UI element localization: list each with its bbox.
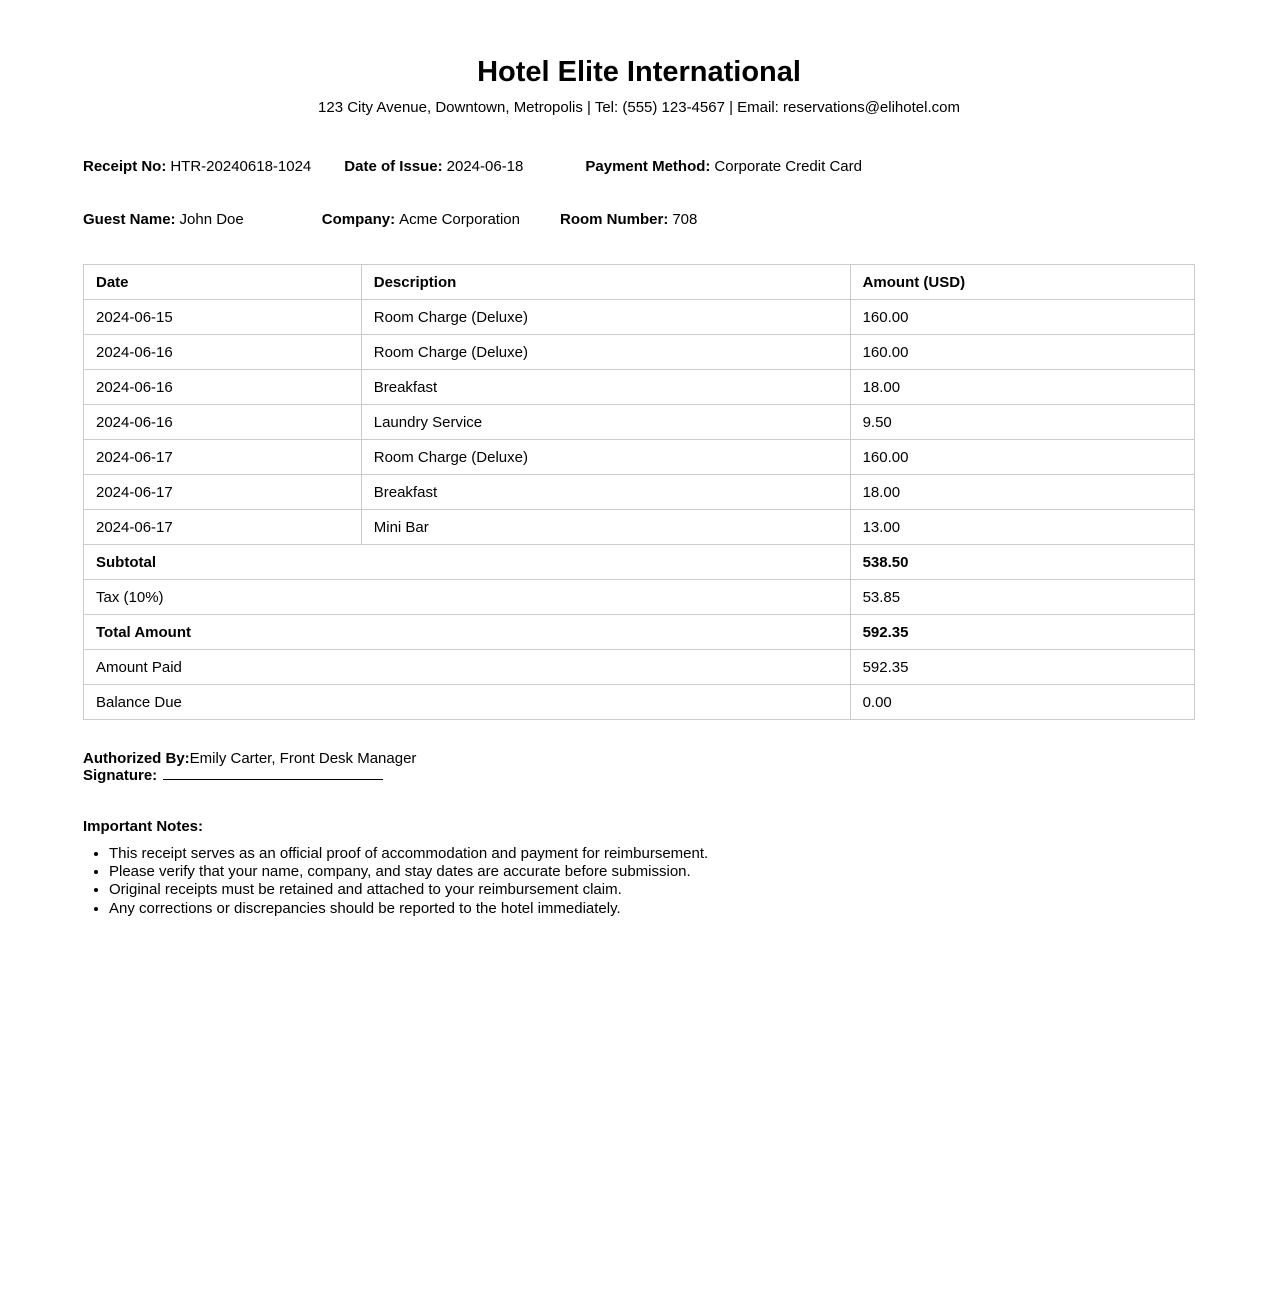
charge-amount-cell: 160.00 xyxy=(850,335,1194,370)
summary-row xyxy=(84,650,1195,685)
summary-label-cell: Total Amount xyxy=(84,615,851,650)
charge-row xyxy=(84,475,1195,510)
guest-name-label: Guest Name: xyxy=(83,211,176,228)
authorization-block xyxy=(83,750,1195,784)
charge-description-cell: Laundry Service xyxy=(361,405,850,440)
company-value: Acme Corporation xyxy=(399,211,520,228)
authorized-by-value: Emily Carter, Front Desk Manager xyxy=(189,750,417,767)
payment-method-pair xyxy=(585,158,862,175)
summary-row xyxy=(84,545,1195,580)
authorized-by-label: Authorized By: xyxy=(83,750,190,767)
summary-value-cell: 53.85 xyxy=(850,580,1194,615)
receipt-no-pair xyxy=(83,158,311,175)
date-of-issue-value: 2024-06-18 xyxy=(446,158,524,175)
signature-line-row xyxy=(83,767,1195,784)
summary-row xyxy=(84,580,1195,615)
charge-date-cell: 2024-06-16 xyxy=(84,335,362,370)
charge-date-cell: 2024-06-15 xyxy=(84,300,362,335)
room-number-label: Room Number: xyxy=(559,211,669,228)
charge-row xyxy=(84,300,1195,335)
charge-date-cell: 2024-06-16 xyxy=(84,405,362,440)
important-notes-title: Important Notes: xyxy=(83,818,203,835)
important-note-item: • Original receipts must be retained and attached to your reimbursement claim. xyxy=(109,881,1195,899)
receipt-no-label: Receipt No: xyxy=(83,158,167,175)
company-pair xyxy=(322,211,520,228)
charge-amount-cell: 160.00 xyxy=(850,300,1194,335)
charge-amount-cell: 9.50 xyxy=(850,405,1194,440)
charges-table-body xyxy=(84,300,1195,720)
summary-label-cell: Amount Paid xyxy=(84,650,851,685)
summary-row xyxy=(84,615,1195,650)
charge-date-cell: 2024-06-17 xyxy=(84,475,362,510)
receipt-meta-row xyxy=(83,158,1195,175)
hotel-address-line: 123 City Avenue, Downtown, Metropolis | Tel: (555) 123-4567 | Email: reservations@elihotel.com xyxy=(318,99,960,116)
charge-description-cell: Breakfast xyxy=(361,475,850,510)
column-header-amount: Amount (USD) xyxy=(850,265,1194,300)
guest-name-pair xyxy=(83,211,244,228)
company-label: Company: xyxy=(321,211,396,228)
summary-value-cell: 0.00 xyxy=(850,685,1194,720)
summary-label-cell: Tax (10%) xyxy=(84,580,851,615)
charge-date-cell: 2024-06-16 xyxy=(84,370,362,405)
receipt-no-value: HTR-20240618-1024 xyxy=(170,158,312,175)
payment-method-value: Corporate Credit Card xyxy=(714,158,862,175)
summary-label-cell: Balance Due xyxy=(84,685,851,720)
signature-label: Signature: xyxy=(83,767,158,784)
charge-amount-cell: 13.00 xyxy=(850,510,1194,545)
authorized-by-line xyxy=(83,750,1195,767)
charge-date-cell: 2024-06-17 xyxy=(84,510,362,545)
summary-value-cell: 592.35 xyxy=(850,615,1194,650)
date-of-issue-pair xyxy=(344,158,523,175)
important-note-item: • Please verify that your name, company, and stay dates are accurate before submission. xyxy=(109,863,1195,881)
important-note-item: • This receipt serves as an official proof of accommodation and payment for reimbursement. xyxy=(109,845,1195,863)
charge-amount-cell: 160.00 xyxy=(850,440,1194,475)
charge-description-cell: Room Charge (Deluxe) xyxy=(361,440,850,475)
charges-table-header-row xyxy=(84,265,1195,300)
hotel-name-title: Hotel Elite International xyxy=(477,56,801,88)
summary-row xyxy=(84,685,1195,720)
important-note-item: • Any corrections or discrepancies should be reported to the hotel immediately. xyxy=(109,900,1195,918)
charge-date-cell: 2024-06-17 xyxy=(84,440,362,475)
date-of-issue-label: Date of Issue: xyxy=(344,158,443,175)
charges-table xyxy=(83,264,1195,720)
charge-description-cell: Breakfast xyxy=(361,370,850,405)
charge-amount-cell: 18.00 xyxy=(850,475,1194,510)
charge-description-cell: Mini Bar xyxy=(361,510,850,545)
charge-row xyxy=(84,510,1195,545)
summary-value-cell: 592.35 xyxy=(850,650,1194,685)
summary-value-cell: 538.50 xyxy=(850,545,1194,580)
room-number-value: 708 xyxy=(672,211,698,228)
payment-method-label: Payment Method: xyxy=(585,158,711,175)
charge-row xyxy=(84,335,1195,370)
charge-row xyxy=(84,370,1195,405)
charge-row xyxy=(84,440,1195,475)
charge-description-cell: Room Charge (Deluxe) xyxy=(361,300,850,335)
guest-meta-row xyxy=(83,211,1195,228)
column-header-description: Description xyxy=(361,265,850,300)
charge-row xyxy=(84,405,1195,440)
column-header-date: Date xyxy=(84,265,362,300)
charge-description-cell: Room Charge (Deluxe) xyxy=(361,335,850,370)
signature-blank-line xyxy=(163,767,383,780)
important-notes-list xyxy=(83,845,1195,918)
summary-label-cell: Subtotal xyxy=(84,545,851,580)
charge-amount-cell: 18.00 xyxy=(850,370,1194,405)
room-number-pair xyxy=(560,211,697,228)
guest-name-value: John Doe xyxy=(179,211,244,228)
